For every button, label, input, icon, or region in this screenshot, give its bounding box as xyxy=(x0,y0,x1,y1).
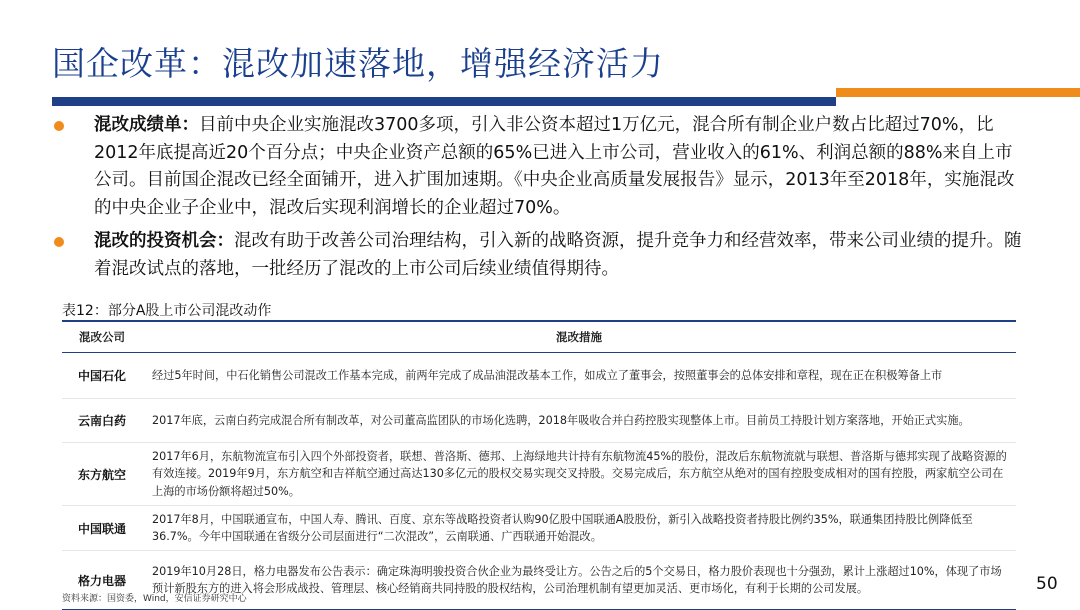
bullet-list xyxy=(52,112,1028,283)
company-cell: 格力电器 xyxy=(77,573,126,588)
measure-cell: 2017年8月，中国联通宣布，中国人寿、腾讯、百度、京东等战略投资者认购90亿股中国联通A股股份，新引入战略投资者持股比例约35%，联通集团持股比例降低至36.7%。今年中国联通在省级分公司层面进行“二次混改”，云南联通、广西联通开始混改。 xyxy=(152,512,973,543)
measure-cell: 经过5年时间，中石化销售公司混改工作基本完成，前两年完成了成品油混改基本工作，如成立了董事会，按照董事会的总体安排和章程，现在正在积极筹备上市 xyxy=(152,368,943,382)
source-note: 资料来源：国资委，Wind，安信证券研究中心 xyxy=(62,594,247,604)
bullet-label: 混改的投资机会： xyxy=(94,231,234,251)
reform-table xyxy=(62,320,1016,610)
bullet-text: 目前中央企业实施混改3700多项，引入非公资本超过1万亿元，混合所有制企业户数占比超过70%，比2012年底提高近20个百分点；中央企业资产总额的65%已进入上市公司，营业收入的61%、利润总额的88%来自上市公司。目前国企混改已经全面铺开，进入扩围加速期。《中央企业高质量发展报告》显示，2013年至2018年，实施混改的中央企业子企业中，混改后实现利润增长的企业超过70%。 xyxy=(94,115,1015,218)
company-cell: 中国石化 xyxy=(77,369,126,383)
table-header-row xyxy=(62,320,1016,353)
bullet-label: 混改成绩单： xyxy=(94,115,199,135)
table-title: 表12：部分A股上市公司混改动作 xyxy=(62,303,272,319)
table-row xyxy=(62,443,1016,506)
header-measure: 混改措施 xyxy=(556,330,602,344)
title-underline-blue xyxy=(52,97,836,106)
page-number: 50 xyxy=(1036,574,1058,594)
company-cell: 云南白药 xyxy=(77,414,126,428)
measure-cell: 2017年底，云南白药完成混合所有制改革，对公司董高监团队的市场化选聘，2018年吸收合并白药控股实现整体上市。目前员工持股计划方案落地，开始正式实施。 xyxy=(152,413,970,427)
bullet-item xyxy=(52,112,1028,222)
bullet-item xyxy=(52,228,1028,283)
table-row xyxy=(62,353,1016,399)
table-row xyxy=(62,399,1016,443)
title-underline-orange xyxy=(836,88,1080,97)
bullet-text: 混改有助于改善公司治理结构，引入新的战略资源，提升竞争力和经营效率，带来公司业绩的提升。随着混改试点的落地，一批经历了混改的上市公司后续业绩值得期待。 xyxy=(94,231,1022,279)
header-company: 混改公司 xyxy=(79,330,125,344)
measure-cell: 2019年10月28日，格力电器发布公告表示：确定珠海明骏投资合伙企业为最终受让方。公告之后的5个交易日，格力股价表现也十分强劲，累计上涨超过10%，体现了市场预计新股东方的进入将会形成战投、管理层、核心经销商共同持股的股权结构，公司治理机制有望更加灵活、更市场化，有利于长期的公司发展。 xyxy=(152,564,1002,595)
bullet-dot-icon xyxy=(54,121,64,131)
page-title: 国企改革：混改加速落地，增强经济活力 xyxy=(52,44,664,83)
measure-cell: 2017年6月，东航物流宣布引入四个外部投资者，联想、普洛斯、德邦、上海绿地共计持有东航物流45%的股份，混改后东航物流就与联想、普洛斯与德邦实现了战略资源的有效连接。2019年9月，东方航空和吉祥航空通过高达130多亿元的股权交易实现交叉持股。交易完成后，东方航空从绝对的国有控股变成相对的国有控股，两家航空公司在上海的市场份额将超过50%。 xyxy=(152,449,1007,498)
company-cell: 中国联通 xyxy=(77,521,126,536)
company-cell: 东方航空 xyxy=(77,467,126,482)
bullet-dot-icon xyxy=(54,237,64,247)
table-row xyxy=(62,506,1016,551)
